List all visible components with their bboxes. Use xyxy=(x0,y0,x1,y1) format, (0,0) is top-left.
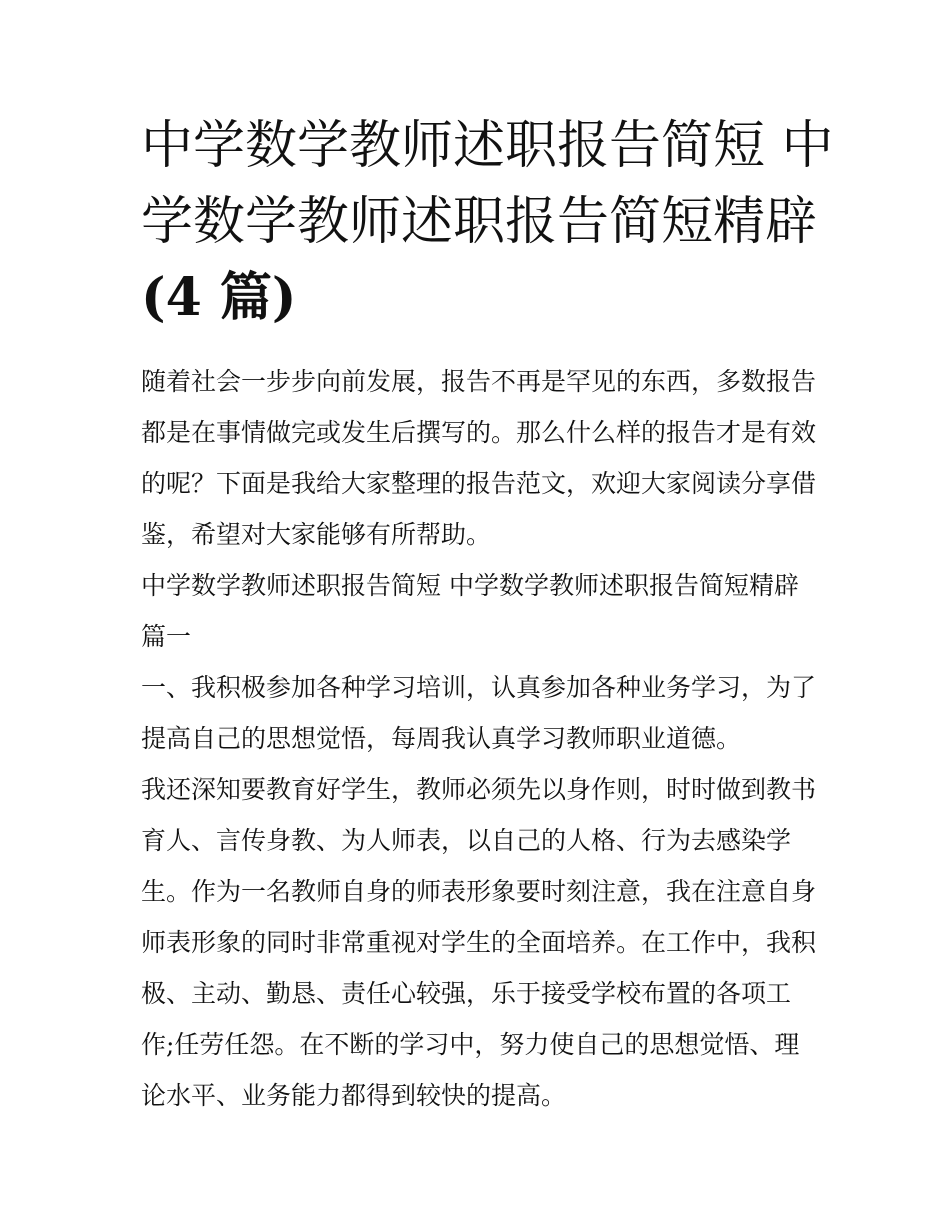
title-line: 中学数学教师述职报告简短 中 xyxy=(141,116,834,176)
text-line: 一、我积极参加各种学习培训，认真参加各种业务学习，为了 xyxy=(141,673,817,702)
body-paragraph xyxy=(141,764,821,1121)
text-line: 篇一 xyxy=(141,622,192,651)
text-line: 作;任劳任怨。在不断的学习中，努力使自己的思想觉悟、理 xyxy=(141,1030,800,1059)
text-line: 随着社会一步步向前发展，报告不再是罕见的东西，多数报告 xyxy=(141,367,817,396)
text-line: 论水平、业务能力都得到较快的提高。 xyxy=(141,1081,567,1110)
text-line: 极、主动、勤恳、责任心较强，乐于接受学校布置的各项工 xyxy=(141,979,792,1008)
text-line: 育人、言传身教、为人师表，以自己的人格、行为去感染学 xyxy=(141,826,792,855)
document-page xyxy=(141,108,834,1121)
document-title xyxy=(141,108,834,336)
title-line: 学数学教师述职报告简短精辟 xyxy=(141,192,818,252)
text-line: 生。作为一名教师自身的师表形象要时刻注意，我在注意自身 xyxy=(141,877,817,906)
text-line: 的呢？下面是我给大家整理的报告范文，欢迎大家阅读分享借 xyxy=(141,469,817,498)
body-paragraph xyxy=(141,662,821,764)
title-line: (4 篇) xyxy=(141,267,297,328)
intro-paragraph xyxy=(141,356,821,560)
document-body xyxy=(141,356,821,1121)
text-line: 师表形象的同时非常重视对学生的全面培养。在工作中，我积 xyxy=(141,928,817,957)
text-line: 提高自己的思想觉悟，每周我认真学习教师职业道德。 xyxy=(141,724,742,753)
text-line: 鉴，希望对大家能够有所帮助。 xyxy=(141,520,492,549)
text-line: 我还深知要教育好学生，教师必须先以身作则，时时做到教书 xyxy=(141,775,817,804)
section-heading xyxy=(141,560,821,662)
text-line: 中学数学教师述职报告简短 中学数学教师述职报告简短精辟 xyxy=(141,571,799,600)
text-line: 都是在事情做完或发生后撰写的。那么什么样的报告才是有效 xyxy=(141,418,817,447)
